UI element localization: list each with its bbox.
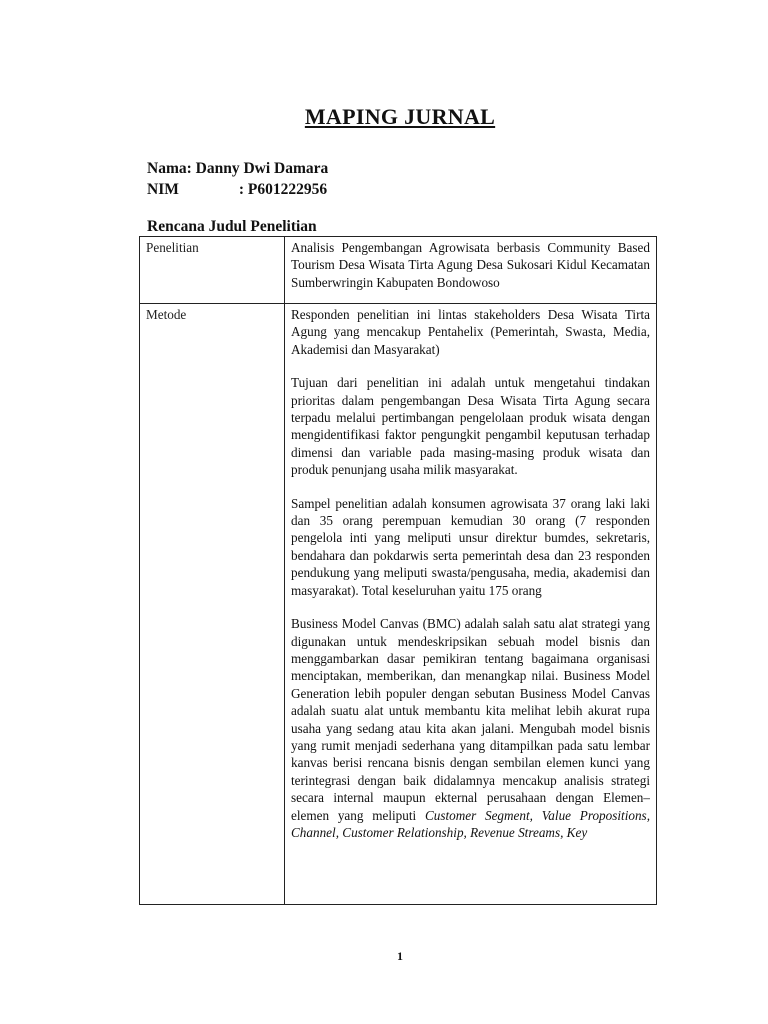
italic-elements: Customer Segment, Value Propositions, Channel, Customer Relationship, Revenue Streams, Key xyxy=(291,807,650,840)
name-label: Nama: xyxy=(147,160,192,177)
name-line xyxy=(147,160,328,178)
row-label-penelitian: Penelitian xyxy=(140,237,285,304)
row-content-penelitian xyxy=(285,237,657,304)
paragraph: Sampel penelitian adalah konsumen agrowisata 37 orang laki laki dan 35 orang perempuan kemudian 30 orang (7 responden pengelola inti yang meliputi unsur direktur bumdes, sekretaris, bendahara dan pokdarwis serta pemerintah desa dan 23 responden pendukung yang meliputi swasta/pengusaha, media, akademisi dan masyarakat). Total keseluruhan yaitu 175 orang xyxy=(291,495,650,598)
nim-value: : P601222956 xyxy=(238,181,328,198)
mapping-table xyxy=(139,236,657,905)
paragraph: Responden penelitian ini lintas stakeholders Desa Wisata Tirta Agung yang mencakup Pentahelix (Pemerintah, Swasta, Media, Akademisi dan Masyarakat) xyxy=(291,307,650,357)
row-label-metode: Metode xyxy=(140,304,285,905)
row-content-metode xyxy=(285,304,657,905)
paragraph: Analisis Pengembangan Agrowisata berbasis Community Based Tourism Desa Wisata Tirta Agung Desa Sukosari Kidul Kecamatan Sumberwringin Kabupaten Bondowoso xyxy=(291,240,650,290)
table-row xyxy=(140,237,657,304)
section-title: Rencana Judul Penelitian xyxy=(147,218,317,235)
page-title: MAPING JURNAL xyxy=(304,104,496,129)
table-row xyxy=(140,304,657,905)
page-number: 1 xyxy=(397,949,403,963)
paragraph-text: Business Model Canvas (BMC) adalah salah satu alat strategi yang digunakan untuk mendeskripsikan sebuah model bisnis dan menggambarkan dasar pemikiran tentang bagaimana organisasi menciptakan, memberikan, dan menangkap nilai. Business Model Generation lebih populer dengan sebutan Business Model Canvas adalah suatu alat untuk membantu kita melihat lebih akurat rupa usaha yang sedang atau kita akan jalani. Mengubah model bisnis yang rumit menjadi sederhana yang ditampilkan pada satu lembar kanvas berisi rencana bisnis dengan sembilan elemen kunci yang terintegrasi dengan baik didalamnya mencakup analisis strategi secara internal maupun ekternal perusahaan dengan Elemen–elemen yang meliputi xyxy=(291,616,650,823)
paragraph-bmc xyxy=(291,615,650,841)
paragraph: Tujuan dari penelitian ini adalah untuk mengetahui tindakan prioritas dalam pengembangan Desa Wisata Tirta Agung secara terpadu melalui pertimbangan pengelolaan produk wisata dengan mengidentifikasi faktor pengungkit pengambil keputusan terhadap dimensi dan variable pada masing-masing produk wisata dan produk penunjang usaha milik masyarakat. xyxy=(291,375,650,478)
name-value: Danny Dwi Damara xyxy=(195,160,329,177)
nim-line xyxy=(147,181,327,199)
nim-label: NIM xyxy=(147,181,179,198)
